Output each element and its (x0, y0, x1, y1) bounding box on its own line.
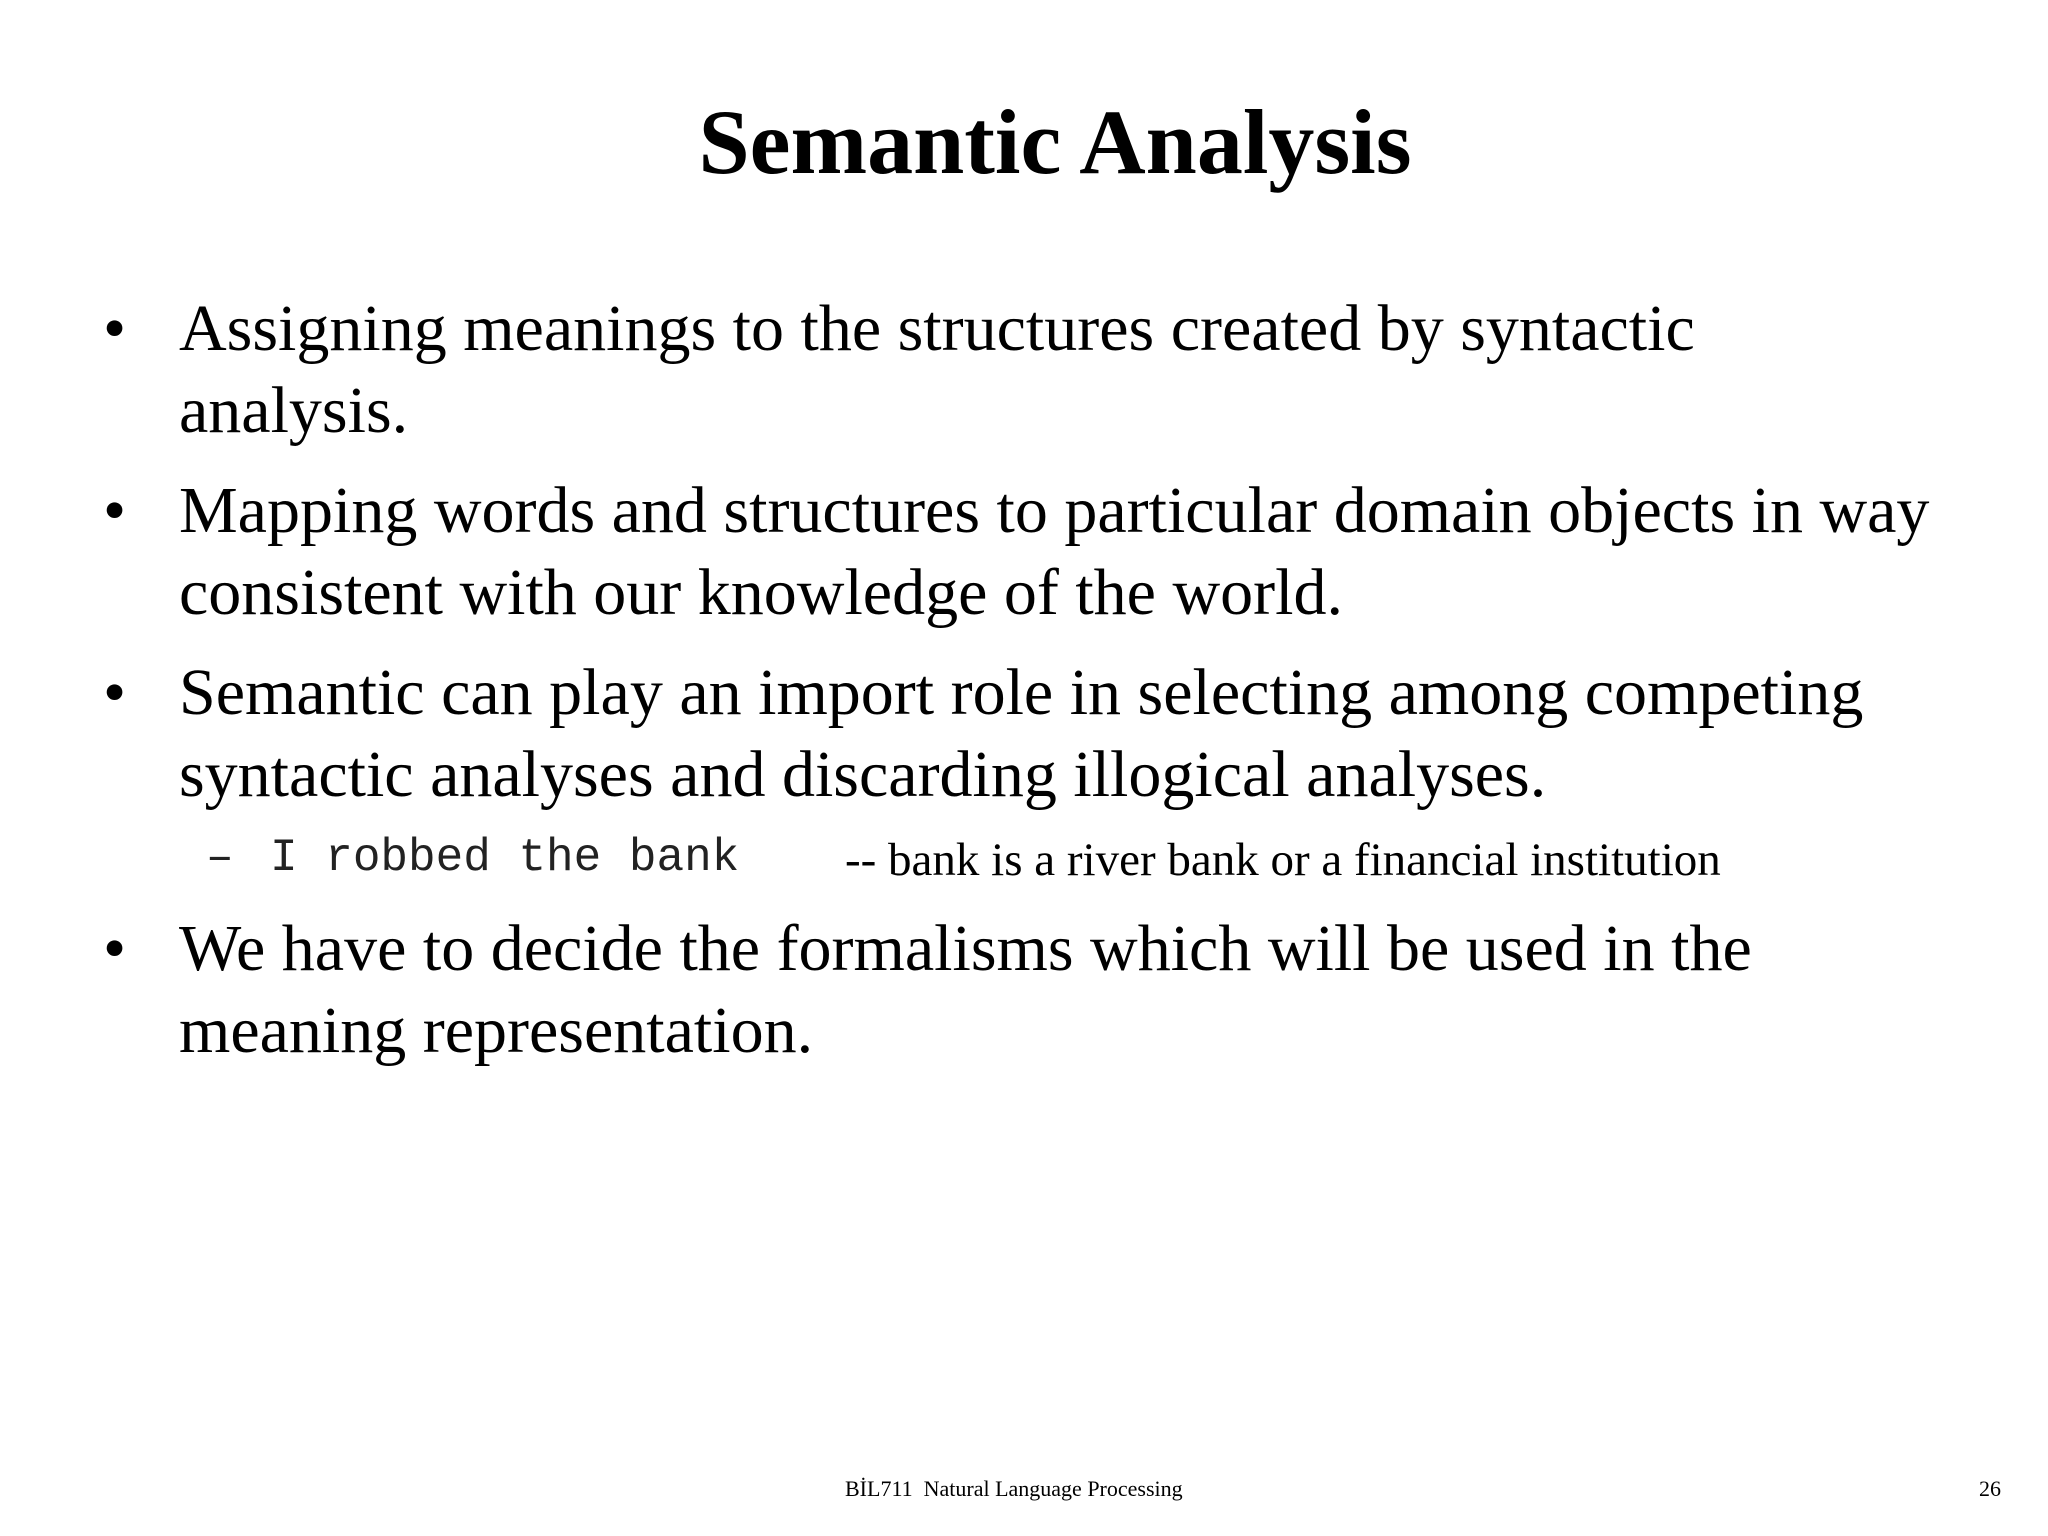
bullet-dot: • (103, 474, 127, 547)
bullet-text (179, 288, 2039, 452)
bullet-text (179, 470, 2039, 634)
bullet-dot: • (103, 656, 127, 729)
bullet-line: Mapping words and structures to particular domain objects in way (179, 474, 1930, 547)
bullet-line: meaning representation. (179, 994, 814, 1067)
bullet-line: consistent with our knowledge of the world. (179, 556, 1343, 629)
page-number: 26 (1979, 1476, 2001, 1501)
bullet-dot: • (103, 912, 127, 985)
bullet-line: syntactic analyses and discarding illogical analyses. (179, 738, 1547, 811)
bullet-dot: • (103, 292, 127, 365)
footer-course-title: BİL711 Natural Language Processing (845, 1476, 1183, 1501)
bullet-text (179, 652, 2039, 816)
bullet-text (179, 908, 2039, 1072)
bullet-line: analysis. (179, 374, 409, 447)
bullet-line: Assigning meanings to the structures created by syntactic (179, 292, 1695, 365)
sub-bullet-dash: – (206, 832, 234, 884)
bullet-line: We have to decide the formalisms which will be used in the (179, 912, 1752, 985)
sub-bullet-example (0, 828, 2048, 888)
slide-footer (0, 1474, 2048, 1504)
example-sentence: I robbed the bank (270, 832, 740, 884)
slide-title: Semantic Analysis (698, 91, 1412, 193)
bullet-line: Semantic can play an import role in selecting among competing (179, 656, 1864, 729)
example-note: -- bank is a river bank or a financial institution (845, 834, 1721, 886)
